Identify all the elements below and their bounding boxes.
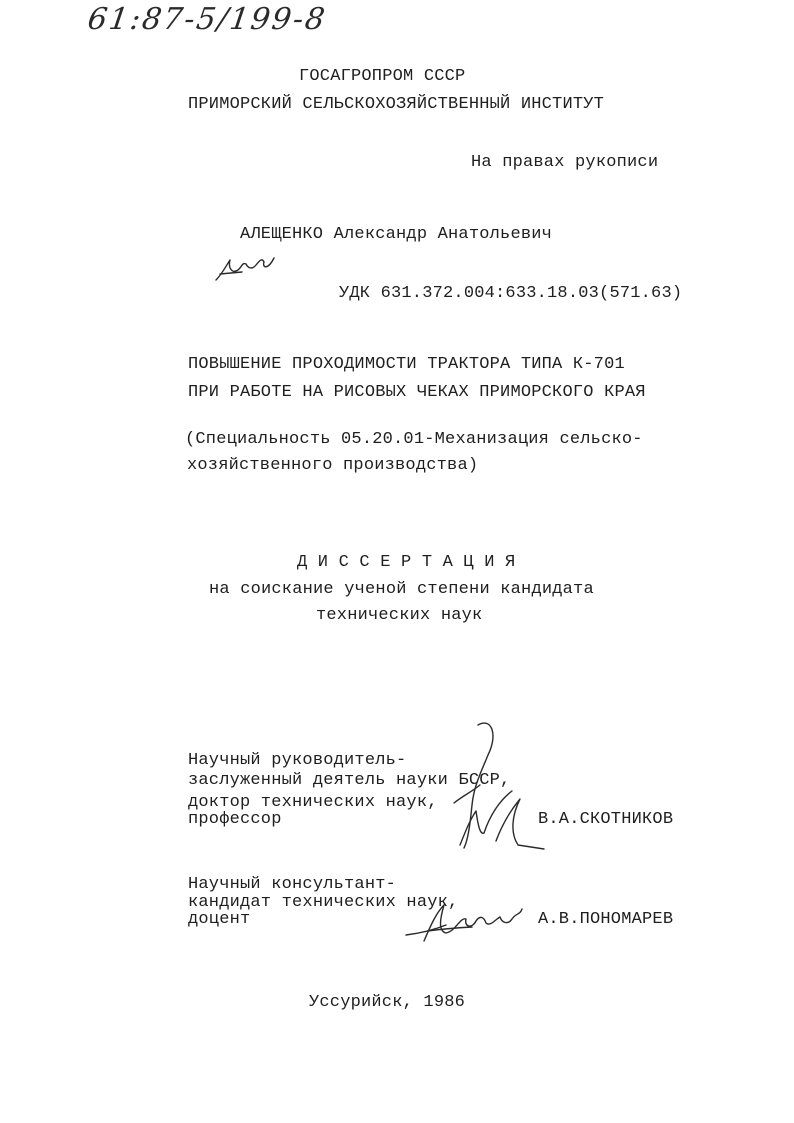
place-year: Уссурийск, 1986 bbox=[309, 993, 466, 1012]
consultant-line-3: доцент bbox=[188, 910, 251, 929]
supervisor-line-2: заслуженный деятель науки БССР, bbox=[188, 771, 511, 790]
title-line-1: ПОВЫШЕНИЕ ПРОХОДИМОСТИ ТРАКТОРА ТИПА К-701 bbox=[188, 355, 625, 374]
consultant-line-1: Научный консультант- bbox=[188, 875, 397, 894]
supervisor-line-3: доктор технических наук, bbox=[188, 793, 438, 812]
degree-line-2: технических наук bbox=[316, 606, 483, 625]
consultant-signature bbox=[402, 895, 527, 950]
ministry-name: ГОСАГРОПРОМ СССР bbox=[299, 67, 466, 86]
supervisor-line-4: профессор bbox=[188, 810, 282, 829]
specialty-line-1: (Специальность 05.20.01-Механизация сельско- bbox=[185, 430, 643, 449]
supervisor-name: В.А.СКОТНИКОВ bbox=[538, 810, 674, 829]
udc-code: УДК 631.372.004:633.18.03(571.63) bbox=[339, 284, 683, 303]
supervisor-line-1: Научный руководитель- bbox=[188, 751, 407, 770]
supervisor-signature bbox=[440, 715, 550, 855]
institute-name: ПРИМОРСКИЙ СЕЛЬСКОХОЗЯЙСТВЕННЫЙ ИНСТИТУТ bbox=[188, 95, 605, 114]
consultant-line-2: кандидат технических наук, bbox=[188, 893, 459, 912]
title-line-2: ПРИ РАБОТЕ НА РИСОВЫХ ЧЕКАХ ПРИМОРСКОГО КРАЯ bbox=[188, 383, 646, 402]
dissertation-heading: Д И С С Е Р Т А Ц И Я bbox=[297, 553, 516, 572]
archive-code: 61:87-5/199-8 bbox=[85, 2, 329, 37]
author-signature bbox=[212, 250, 282, 290]
specialty-line-2: хозяйственного производства) bbox=[187, 456, 479, 475]
author-name: АЛЕЩЕНКО Александр Анатольевич bbox=[240, 225, 553, 244]
manuscript-rights: На правах рукописи bbox=[471, 153, 659, 172]
degree-line-1: на соискание ученой степени кандидата bbox=[209, 580, 594, 599]
consultant-name: А.В.ПОНОМАРЕВ bbox=[538, 910, 674, 929]
